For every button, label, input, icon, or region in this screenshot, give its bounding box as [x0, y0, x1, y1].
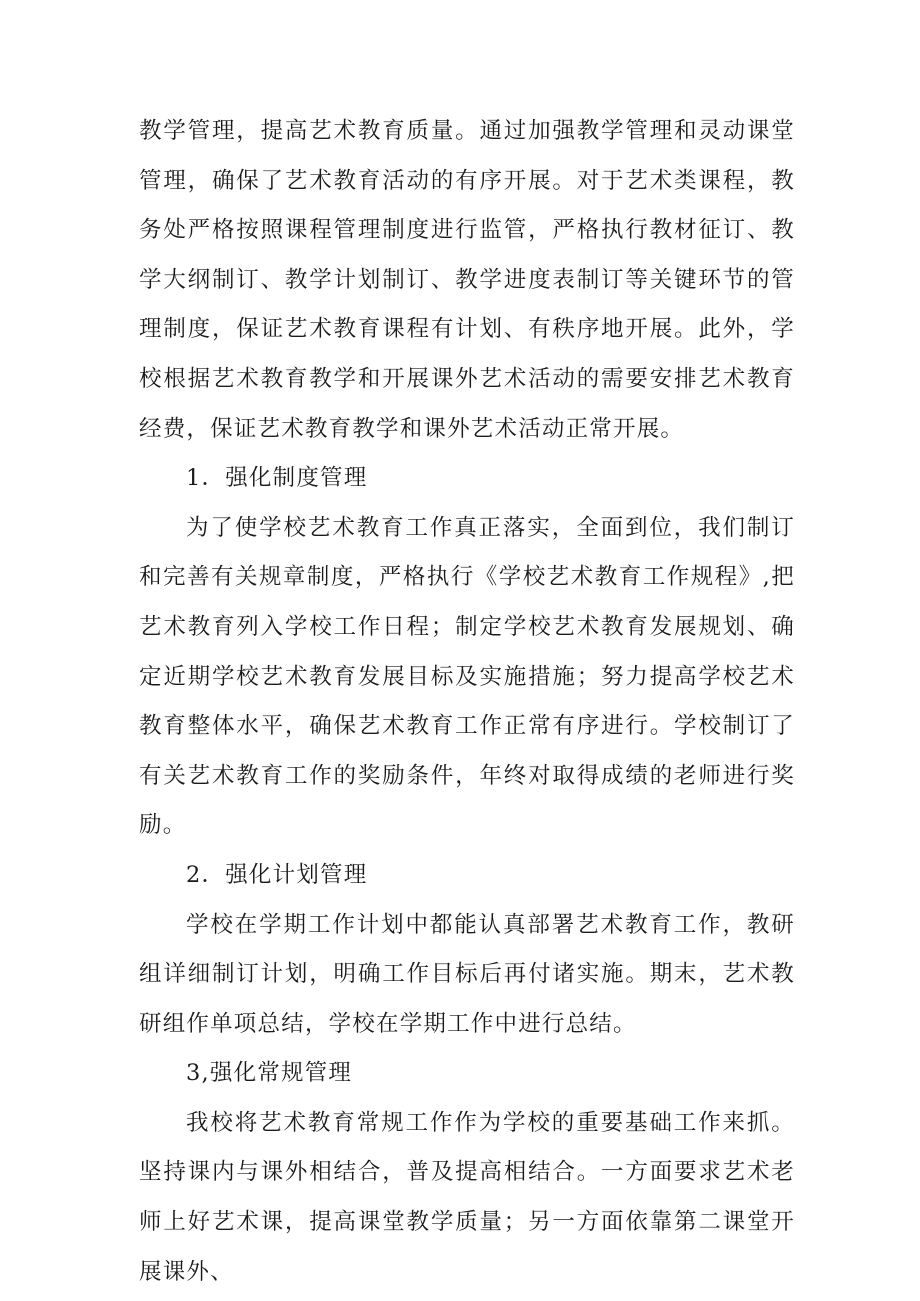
section-heading-2: 2．强化计划管理 — [186, 861, 368, 888]
paragraph-section-1: 为了使学校艺术教育工作真正落实，全面到位，我们制订和完善有关规章制度，严格执行《学校艺术教育工作规程》,把艺术教育列入学校工作日程；制定学校艺术教育发展规划、确定近期学校艺术教育发展目标及实施措施；努力提高学校艺术教育整体水平，确保艺术教育工作正常有序进行。学校制订了有关艺术教育工作的奖励条件，年终对取得成绩的老师进行奖励。 — [139, 514, 795, 839]
section-heading-1: 1．强化制度管理 — [186, 465, 368, 492]
section-heading-3: 3,强化常规管理 — [186, 1060, 353, 1087]
paragraph-section-2: 学校在学期工作计划中都能认真部署艺术教育工作，教研组详细制订计划，明确工作目标后再付诸实施。期末，艺术教研组作单项总结，学校在学期工作中进行总结。 — [139, 911, 795, 1037]
paragraph-section-3: 我校将艺术教育常规工作作为学校的重要基础工作来抓。坚持课内与课外相结合，普及提高相结合。一方面要求艺术老师上好艺术课，提高课堂教学质量；另一方面依靠第二课堂开展课外、 — [139, 1109, 795, 1285]
document-body — [139, 107, 795, 1297]
paragraph-intro: 教学管理，提高艺术教育质量。通过加强教学管理和灵动课堂管理，确保了艺术教育活动的有序开展。对于艺术类课程，教务处严格按照课程管理制度进行监管，严格执行教材征订、教学大纲制订、教学计划制订、教学进度表制订等关键环节的管理制度，保证艺术教育课程有计划、有秩序地开展。此外，学校根据艺术教育教学和开展课外艺术活动的需要安排艺术教育经费，保证艺术教育教学和课外艺术活动正常开展。 — [139, 118, 795, 442]
